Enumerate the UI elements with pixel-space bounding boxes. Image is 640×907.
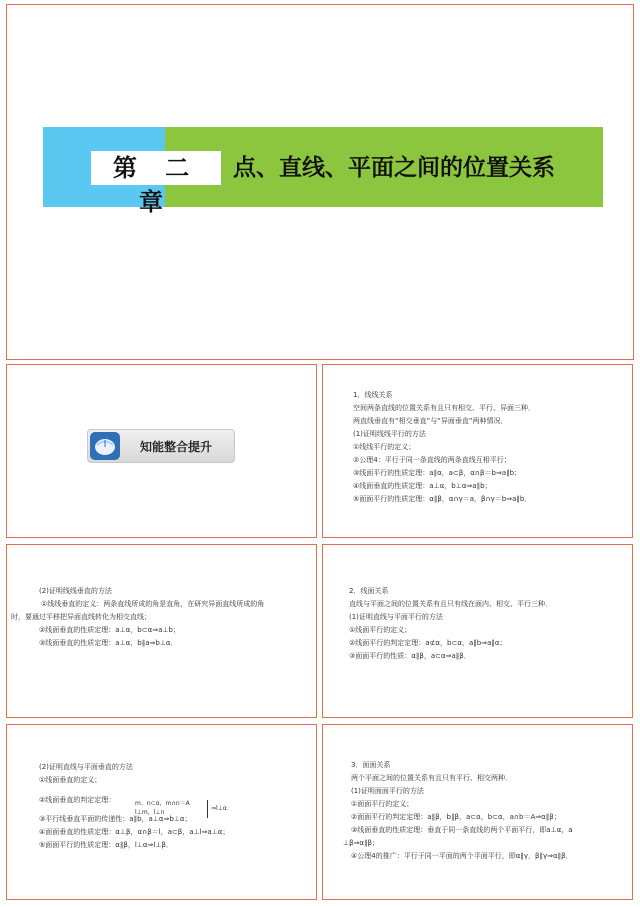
slide7-text bbox=[343, 759, 573, 863]
slide4-line: ②线面垂直的性质定理：a⊥α，b⊂α⇒a⊥b； bbox=[39, 626, 180, 634]
condition-line: l⊥m，l⊥n bbox=[135, 809, 165, 816]
slide7-heading: 3．面面关系 bbox=[351, 761, 391, 769]
slide6-heading: (2)证明直线与平面垂直的方法 bbox=[39, 763, 133, 771]
slide3-line: ②公理4：平行于同一条直线的两条直线互相平行； bbox=[353, 456, 511, 464]
slide7-line: ③线面垂直的性质定理：垂直于同一条直线的两个平面平行，即a⊥α，a bbox=[351, 826, 573, 834]
line-line-relation-slide bbox=[322, 364, 633, 538]
slide3-line: 空间两条直线的位置关系有且只有相交、平行、异面三种． bbox=[353, 404, 535, 412]
slide3-line: ①线线平行的定义； bbox=[353, 443, 416, 451]
slide5-text bbox=[349, 585, 552, 663]
slide4-text bbox=[11, 585, 265, 650]
slide4-line: ①线线垂直的定义：两条直线所成的角是直角，在研究异面直线所成的角 bbox=[41, 600, 265, 608]
slide3-heading: 1．线线关系 bbox=[353, 391, 393, 399]
plane-plane-relation-slide bbox=[322, 724, 633, 900]
slide4-line: 时，要通过平移把异面直线转化为相交直线； bbox=[11, 613, 151, 621]
mouse-icon bbox=[90, 432, 120, 460]
theorem-result: ⇒l⊥α． bbox=[211, 805, 233, 812]
slide5-line: ②线面平行的判定定理：a⊄α，b⊂α，a∥b⇒a∥α； bbox=[349, 639, 507, 647]
slide6-line: ②线面垂直的判定定理： bbox=[39, 796, 116, 804]
slide7-line: ④公理4的推广：平行于同一平面的两个平面平行，即α∥γ，β∥γ⇒α∥β． bbox=[351, 852, 573, 860]
condition-line: m、n⊂α，m∩n＝A bbox=[135, 800, 190, 807]
slide3-line: ④线面垂直的性质定理：a⊥α，b⊥α⇒a∥b； bbox=[353, 482, 492, 490]
slide5-line: (1)证明直线与平面平行的方法 bbox=[349, 613, 443, 621]
chapter-title: 点、直线、平面之间的位置关系 bbox=[233, 155, 555, 181]
slide3-line: (1)证明线线平行的方法 bbox=[353, 430, 426, 438]
slide7-line: ⊥β⇒α∥β； bbox=[343, 839, 380, 847]
slide5-line: ①线面平行的定义； bbox=[349, 626, 412, 634]
slide5-line: ③面面平行的性质：α∥β，a⊂α⇒a∥β． bbox=[349, 652, 471, 660]
slide7-line: ①面面平行的定义； bbox=[351, 800, 414, 808]
slide6-line: ①线面垂直的定义； bbox=[39, 776, 102, 784]
slide4-heading: (2)证明线线垂直的方法 bbox=[39, 587, 112, 595]
slide5-heading: 2．线面关系 bbox=[349, 587, 389, 595]
perpendicular-lines-slide bbox=[6, 544, 317, 718]
title-slide bbox=[6, 4, 634, 360]
slide5-line: 直线与平面之间的位置关系有且只有线在面内、相交、平行三种． bbox=[349, 600, 552, 608]
slide6-line: ③平行线垂直平面的传递性：a∥b，a⊥α⇒b⊥α； bbox=[39, 815, 192, 823]
slide7-line: 两个平面之间的位置关系有且只有平行、相交两种． bbox=[351, 774, 512, 782]
slide6-line: ⑤面面平行的性质定理：α∥β，l⊥α⇒l⊥β． bbox=[39, 841, 173, 849]
theorem-conditions bbox=[135, 799, 190, 817]
slide7-line: ②面面平行的判定定理：a∥β，b∥β，a⊂α，b⊂α，a∩b＝A⇒α∥β； bbox=[351, 813, 561, 821]
slide3-line: ③线面平行的性质定理：a∥α，a⊂β，α∩β＝b⇒a∥b； bbox=[353, 469, 522, 477]
line-plane-relation-slide bbox=[322, 544, 633, 718]
slide3-text bbox=[353, 389, 535, 506]
line-plane-perpendicular-slide bbox=[6, 724, 317, 900]
slide3-line: 两直线垂直有“相交垂直”与“异面垂直”两种情况． bbox=[353, 417, 508, 425]
section-badge-slide bbox=[6, 364, 317, 538]
slide6-line: ④面面垂直的性质定理：α⊥β，α∩β＝l，a⊂β，a⊥l⇒a⊥α； bbox=[39, 828, 230, 836]
badge-label: 知能整合提升 bbox=[140, 440, 213, 454]
slide3-line: ⑤面面平行的性质定理：α∥β，α∩γ＝a，β∩γ＝b⇒a∥b． bbox=[353, 495, 532, 503]
section-badge bbox=[87, 429, 235, 463]
slide4-line: ③线面垂直的性质定理：a⊥α，b∥a⇒b⊥α． bbox=[39, 639, 178, 647]
slide7-line: (1)证明面面平行的方法 bbox=[351, 787, 424, 795]
chapter-label: 第 二 章 bbox=[91, 151, 221, 185]
